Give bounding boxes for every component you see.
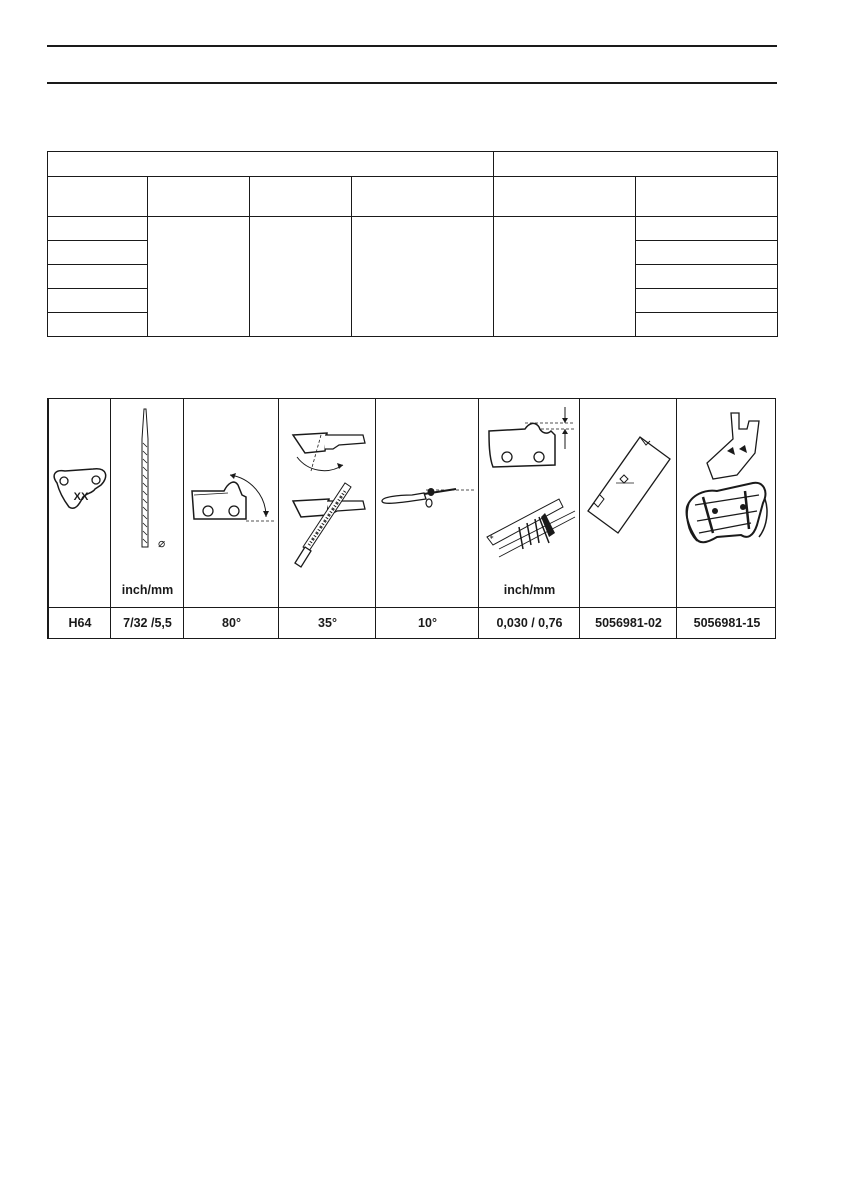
depth-unit-label: inch/mm bbox=[503, 583, 556, 597]
subheader-cell bbox=[250, 177, 352, 217]
top-plate-angle-value: 80° bbox=[222, 616, 241, 630]
file-diameter-value: 7/32 /5,5 bbox=[123, 616, 172, 630]
file-unit-label: inch/mm bbox=[121, 583, 174, 597]
cutter-mark-label: XX bbox=[73, 491, 89, 503]
subheader-cell bbox=[148, 177, 250, 217]
tool-column-filing-angle bbox=[278, 399, 376, 638]
tool-column-file-guide bbox=[676, 399, 777, 638]
header-cell bbox=[48, 152, 494, 177]
tool-column-top-plate-angle bbox=[183, 399, 279, 638]
subheader-cell bbox=[352, 177, 494, 217]
table-cell bbox=[48, 241, 148, 265]
tool-column-depth-gauge-tool bbox=[579, 399, 677, 638]
file-holder-angle-value: 10° bbox=[418, 616, 437, 630]
table-cell bbox=[250, 217, 352, 337]
file-guide-part-value: 5056981-15 bbox=[693, 616, 761, 630]
cutter-tooth-icon bbox=[49, 399, 111, 607]
table-cell bbox=[48, 289, 148, 313]
table-header-row bbox=[48, 152, 778, 177]
file-guide-icon bbox=[677, 399, 777, 607]
table-cell bbox=[352, 217, 494, 337]
header-rule-bottom bbox=[47, 82, 777, 84]
depth-gauge-icon bbox=[479, 399, 580, 607]
top-plate-angle-icon bbox=[184, 399, 279, 607]
table-cell bbox=[636, 289, 778, 313]
chain-code-value: H64 bbox=[68, 616, 92, 630]
subheader-cell bbox=[494, 177, 636, 217]
depth-gauge-tool-part-value: 5056981-02 bbox=[595, 616, 662, 630]
filing-angle-icon bbox=[279, 399, 376, 607]
table-cell bbox=[148, 217, 250, 337]
table-cell bbox=[48, 265, 148, 289]
depth-mark-glyph: ∗ bbox=[489, 534, 495, 541]
table-cell bbox=[636, 241, 778, 265]
table-subheader-row bbox=[48, 177, 778, 217]
subheader-cell bbox=[48, 177, 148, 217]
round-file-icon bbox=[111, 399, 184, 607]
table-cell bbox=[636, 313, 778, 337]
tool-column-file bbox=[110, 399, 184, 638]
tool-column-depth-gauge bbox=[478, 399, 580, 638]
table-row bbox=[48, 217, 778, 241]
header-cell bbox=[494, 152, 778, 177]
depth-gauge-tool-icon bbox=[580, 399, 677, 607]
tool-table bbox=[47, 398, 776, 639]
specification-table bbox=[47, 151, 778, 337]
table-cell bbox=[636, 217, 778, 241]
diameter-symbol: ⌀ bbox=[158, 536, 166, 550]
subheader-cell bbox=[636, 177, 778, 217]
depth-gauge-value: 0,030 / 0,76 bbox=[496, 616, 563, 630]
tool-column-file-holder-angle bbox=[375, 399, 479, 638]
table-cell bbox=[48, 217, 148, 241]
table-cell bbox=[48, 313, 148, 337]
tool-column-chain bbox=[48, 399, 111, 638]
file-holder-icon bbox=[376, 399, 479, 607]
filing-angle-value: 35° bbox=[318, 616, 337, 630]
table-cell bbox=[636, 265, 778, 289]
header-rule-top bbox=[47, 45, 777, 47]
table-cell bbox=[494, 217, 636, 337]
